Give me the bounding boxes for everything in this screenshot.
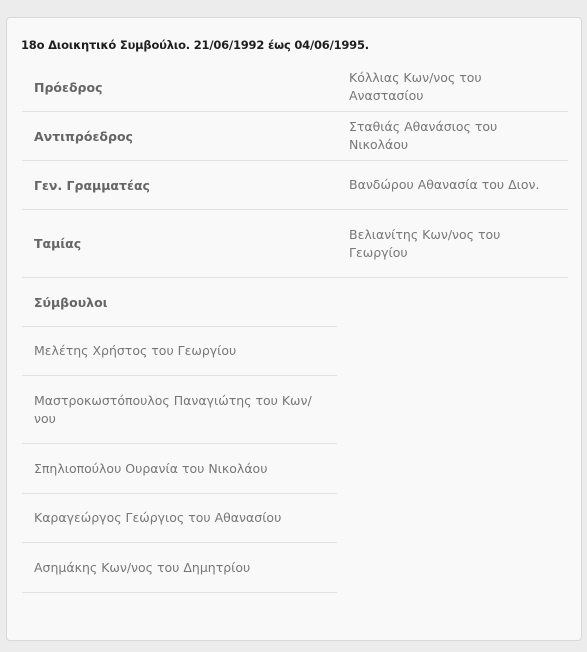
officer-row-vice-president bbox=[22, 112, 568, 161]
officer-row-treasurer bbox=[22, 210, 568, 278]
role-label: Γεν. Γραμματέας bbox=[34, 177, 150, 193]
member-name: Ασημάκης Κων/νος του Δημητρίου bbox=[34, 559, 251, 575]
member-row bbox=[22, 444, 568, 494]
members-heading: Σύμβουλοι bbox=[34, 294, 108, 310]
board-card bbox=[6, 17, 582, 641]
member-name: Σπηλιοπούλου Ουρανία του Νικολάου bbox=[34, 460, 268, 476]
board-members-table bbox=[22, 63, 568, 593]
role-label: Ταμίας bbox=[34, 236, 82, 251]
member-name: Καραγεώργος Γεώργιος του Αθανασίου bbox=[34, 510, 282, 525]
member-row bbox=[22, 376, 568, 444]
member-row bbox=[22, 494, 568, 543]
officer-name: Κόλλιας Κων/νος του Αναστασίου bbox=[349, 70, 482, 103]
officer-name: Βανδώρου Αθανασία του Διον. bbox=[349, 177, 540, 192]
officer-name: Σταθιάς Αθανάσιος του Νικολάου bbox=[349, 119, 498, 152]
members-heading-row bbox=[22, 278, 568, 327]
member-row bbox=[22, 543, 568, 593]
member-row bbox=[22, 327, 568, 376]
officer-name: Βελιανίτης Κων/νος του Γεωργίου bbox=[349, 226, 501, 260]
role-label: Αντιπρόεδρος bbox=[34, 128, 133, 144]
board-title: 18ο Διοικητικό Συμβούλιο. 21/06/1992 έως 04/06/1995. bbox=[21, 38, 369, 52]
member-name: Μελέτης Χρήστος του Γεωργίου bbox=[34, 343, 237, 358]
officer-row-secretary bbox=[22, 161, 568, 210]
officer-row-president bbox=[22, 63, 568, 112]
member-name: Μαστροκωστόπουλος Παναγιώτης του Κων/νου bbox=[34, 392, 312, 426]
role-label: Πρόεδρος bbox=[34, 79, 103, 95]
